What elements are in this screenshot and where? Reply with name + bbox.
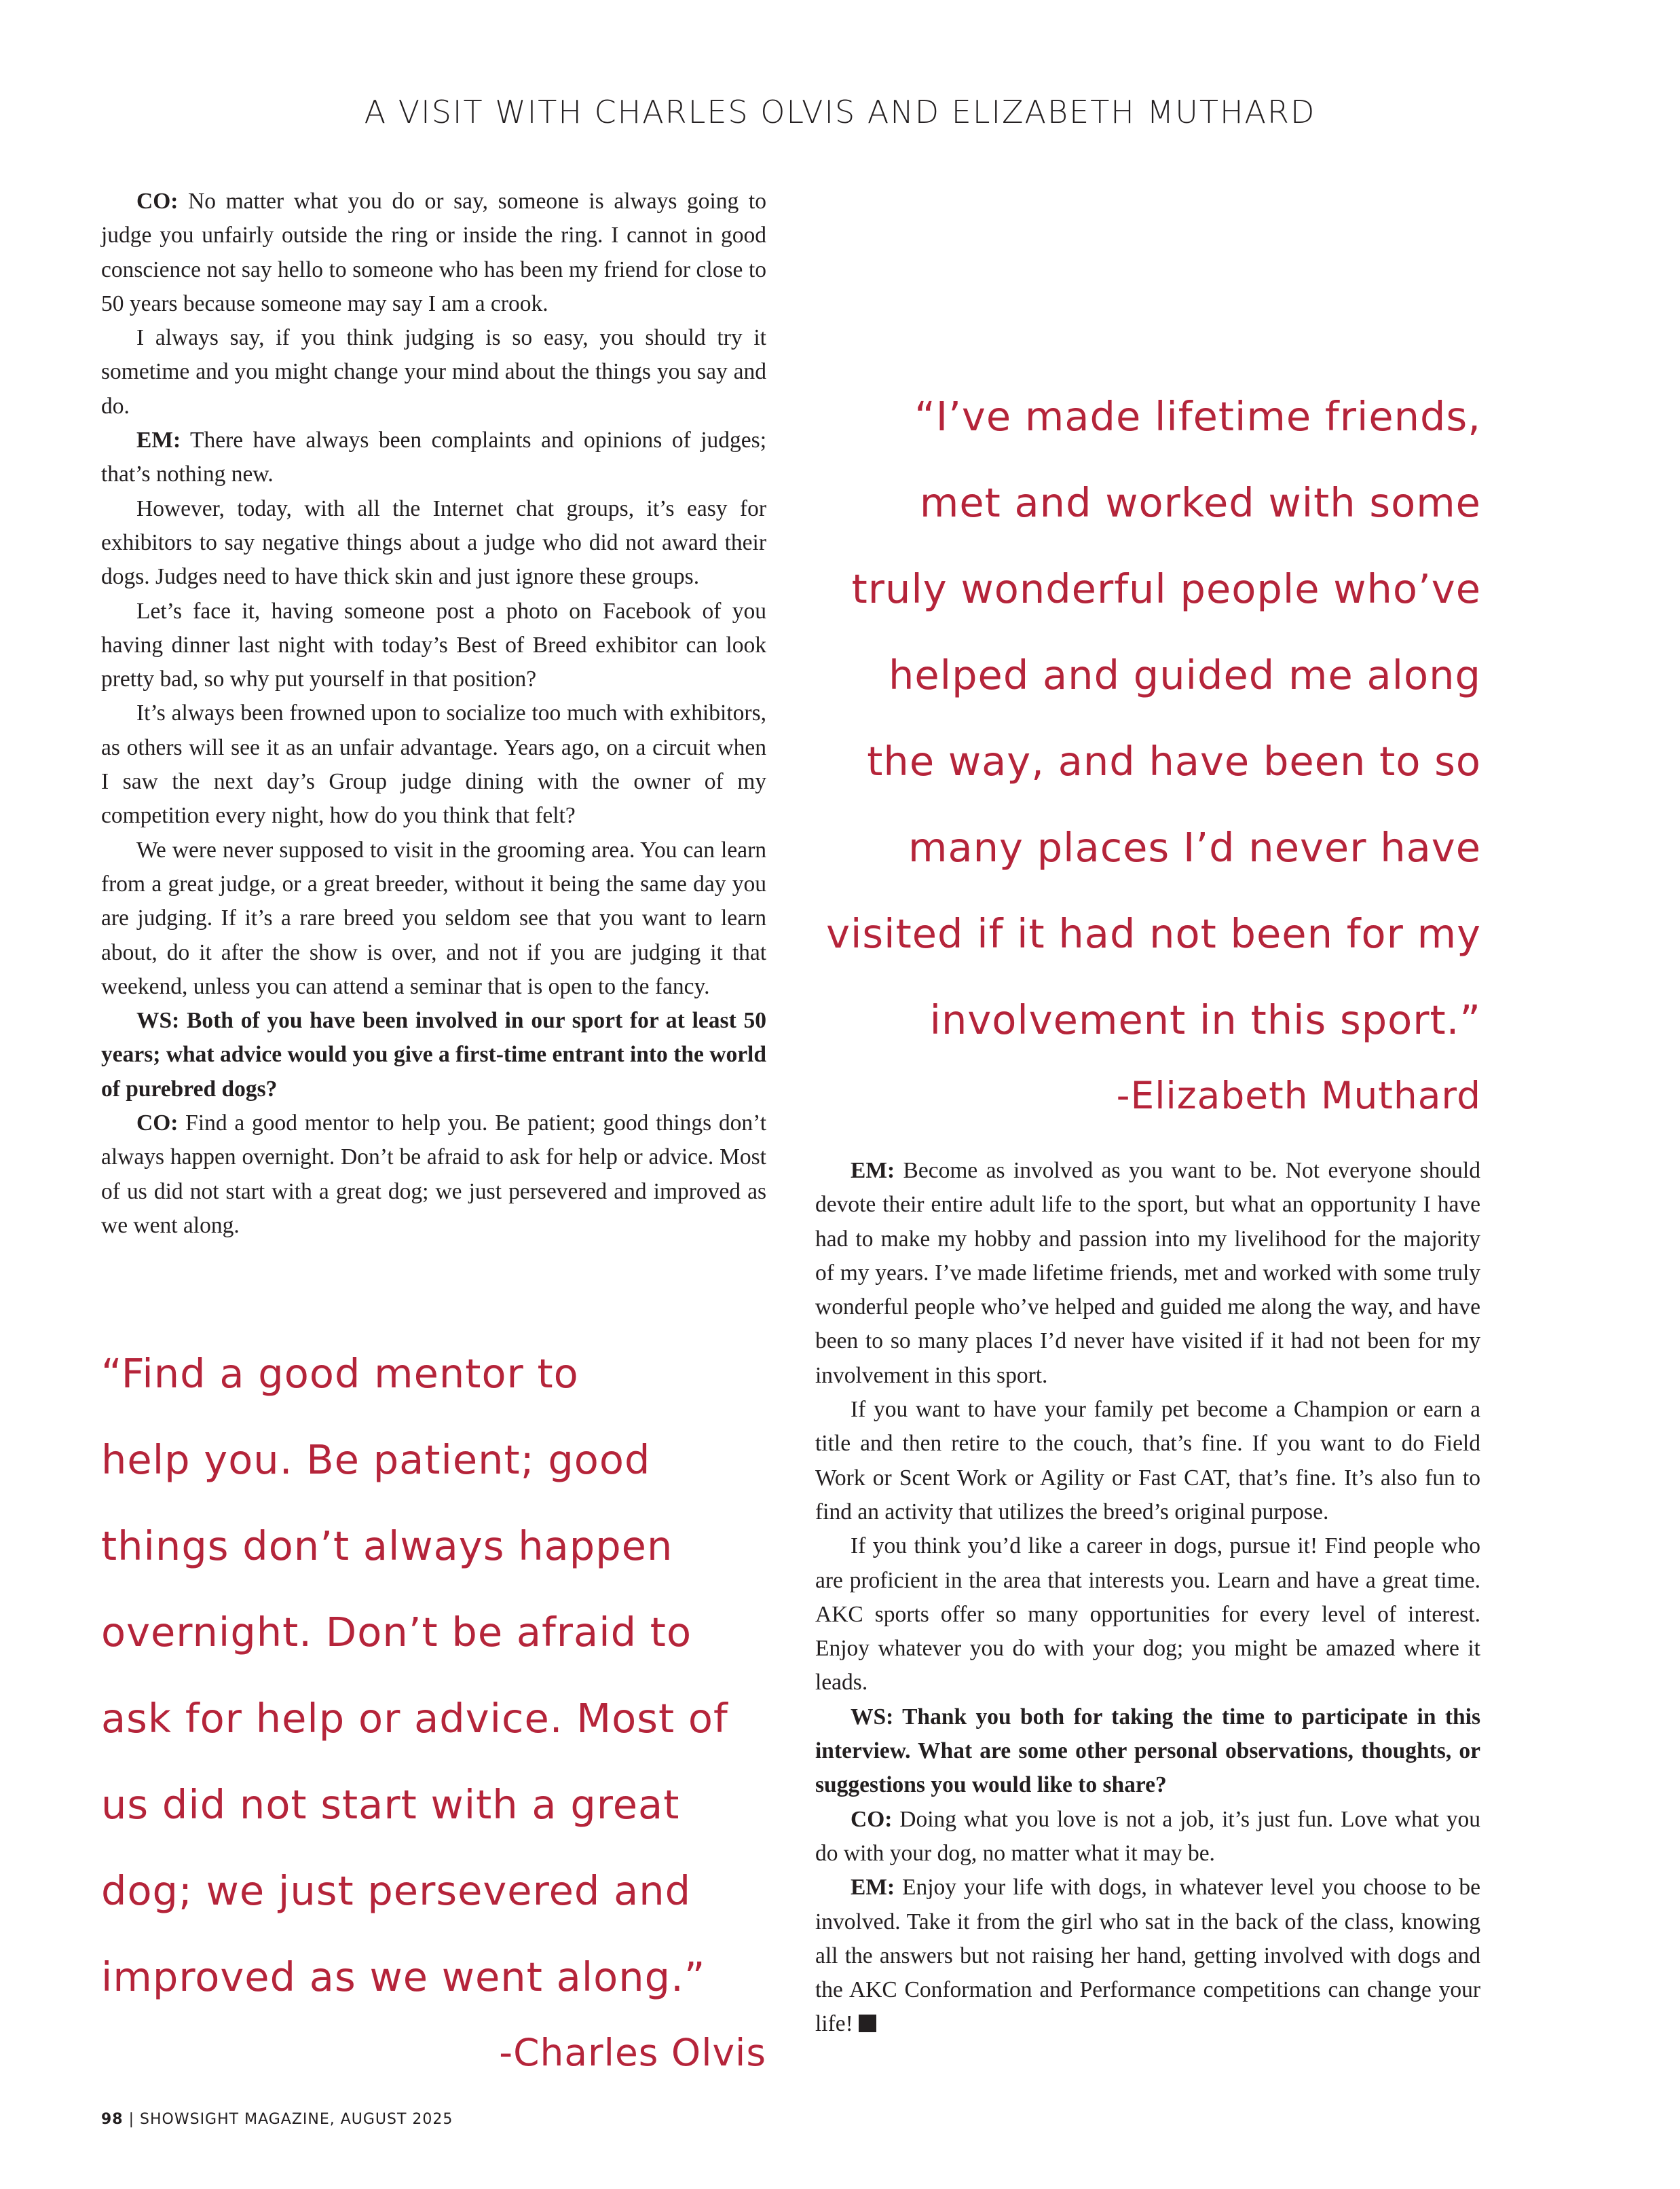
pull-quote-line: truly wonderful people who’ve bbox=[851, 565, 1481, 612]
pull-quote-line: dog; we just persevered and bbox=[101, 1867, 692, 1914]
pull-quote-line: helped and guided me along bbox=[888, 652, 1481, 698]
pull-quote-line: “I’ve made lifetime friends, bbox=[914, 393, 1481, 440]
speaker-label: EM: bbox=[136, 428, 181, 453]
paragraph-text: Become as involved as you want to be. Not everyone should devote their entire adult life to the sport, but what an opportunity I have had to make my hobby and passion into my livelihood for the majority of my years. I’ve made lifetime friends, met and worked with some truly wonderful people who’ve helped and guided me along the way, and have been to so many places I’d never have visited if it had not been for my involvement in this sport. bbox=[815, 1158, 1480, 1388]
paragraph-text: Let’s face it, having someone post a photo on Facebook of you having dinner last night with today’s Best of Breed exhibitor can look pretty bad, so why put yourself in that position? bbox=[101, 598, 766, 692]
page-header-title: A VISIT WITH CHARLES OLVIS AND ELIZABETH MUTHARD bbox=[364, 94, 1316, 130]
pull-quote-line: things don’t always happen bbox=[101, 1522, 673, 1569]
paragraph-text: Find a good mentor to help you. Be patient; good things don’t always happen overnight. Don’t be afraid to ask for help or advice. Most of us did not start with a great dog; we just persevered and improved as we went along. bbox=[101, 1110, 766, 1238]
pull-quote-charles-olvis bbox=[101, 1330, 787, 2080]
paragraph-text: There have always been complaints and opinions of judges; that’s nothing new. bbox=[101, 428, 766, 487]
paragraph-text: Enjoy your life with dogs, in whatever level you choose to be involved. Take it from the girl who sat in the back of the class, knowing all the answers but not raising her hand, getting involved with dogs and the AKC Conformation and Performance competitions can change your life! bbox=[815, 1875, 1480, 2037]
pull-quote-line: the way, and have been to so bbox=[867, 738, 1481, 785]
paragraph bbox=[815, 1871, 1480, 2041]
speaker-label: EM: bbox=[851, 1875, 895, 1901]
publication-name: SHOWSIGHT MAGAZINE, AUGUST 2025 bbox=[140, 2111, 453, 2128]
speaker-label: EM: bbox=[851, 1158, 895, 1183]
pull-quote-line: ask for help or advice. Most of bbox=[101, 1695, 728, 1742]
interview-question: WS: Both of you have been involved in our sport for at least 50 years; what advice would you give a first-time entrant into the world of purebred dogs? bbox=[101, 1008, 766, 1102]
pull-quote-line: help you. Be patient; good bbox=[101, 1436, 651, 1483]
paragraph bbox=[101, 834, 766, 1004]
pull-quote-line: involvement in this sport.” bbox=[929, 996, 1481, 1043]
pull-quote-line: met and worked with some bbox=[919, 479, 1481, 526]
page-footer bbox=[101, 2111, 453, 2128]
paragraph-text: If you want to have your family pet become a Champion or earn a title and then retire to the couch, that’s fine. If you want to do Field Work or Scent Work or Agility or Fast CAT, that’s fine. It’s also fun to find an activity that utilizes the breed’s original purpose. bbox=[815, 1397, 1480, 1524]
right-text-column bbox=[815, 1154, 1480, 2042]
pull-quote-attribution: -Charles Olvis bbox=[499, 2031, 766, 2074]
paragraph-text: It’s always been frowned upon to socialize too much with exhibitors, as others will see it as an unfair advantage. Years ago, on a circuit when I saw the next day’s Group judge dining with the owner of my competition every night, how do you think that felt? bbox=[101, 700, 766, 829]
paragraph bbox=[815, 1393, 1480, 1529]
paragraph-text: However, today, with all the Internet chat groups, it’s easy for exhibitors to say negative things about a judge who did not award their dogs. Judges need to have thick skin and just ignore these groups. bbox=[101, 495, 766, 590]
paragraph bbox=[101, 696, 766, 833]
paragraph bbox=[815, 1154, 1480, 1393]
speaker-label: CO: bbox=[136, 1110, 179, 1136]
paragraph bbox=[815, 1803, 1480, 1871]
pull-quote-attribution: -Elizabeth Muthard bbox=[1116, 1074, 1481, 1117]
paragraph bbox=[101, 321, 766, 424]
speaker-label: CO: bbox=[136, 189, 179, 214]
pull-quote-line: visited if it had not been for my bbox=[826, 910, 1481, 957]
paragraph-text: Doing what you love is not a job, it’s just fun. Love what you do with your dog, no matter what it may be. bbox=[815, 1806, 1480, 1866]
paragraph-text: No matter what you do or say, someone is always going to judge you unfairly outside the ring or inside the ring. I cannot in good conscience not say hello to someone who has been my friend for close to 50 years because someone may say I am a crook. bbox=[101, 189, 766, 316]
paragraph-text: If you think you’d like a career in dogs, pursue it! Find people who are proficient in the area that interests you. Learn and have a great time. AKC sports offer so many opportunities for every level of interest. Enjoy whatever you do with your dog; you might be amazed where it leads. bbox=[815, 1533, 1480, 1696]
end-of-article-square-icon bbox=[859, 2015, 876, 2032]
paragraph bbox=[101, 492, 766, 595]
pull-quote-line: overnight. Don’t be afraid to bbox=[101, 1609, 692, 1655]
page-number: 98 bbox=[101, 2111, 124, 2128]
pull-quote-line: us did not start with a great bbox=[101, 1781, 680, 1828]
paragraph bbox=[101, 424, 766, 492]
paragraph bbox=[101, 1106, 766, 1243]
interview-question: WS: Thank you both for taking the time to participate in this interview. What are some other personal observations, thoughts, or suggestions you would like to share? bbox=[815, 1704, 1480, 1798]
left-text-column bbox=[101, 185, 766, 1243]
paragraph bbox=[815, 1529, 1480, 1700]
pull-quote-line: improved as we went along.” bbox=[101, 1953, 706, 2000]
pull-quote-line: “Find a good mentor to bbox=[101, 1350, 579, 1397]
footer-separator: | bbox=[123, 2111, 141, 2128]
paragraph bbox=[101, 595, 766, 697]
paragraph-text: I always say, if you think judging is so easy, you should try it sometime and you might change your mind about the things you say and do. bbox=[101, 325, 766, 419]
pull-quote-line: many places I’d never have bbox=[908, 824, 1481, 871]
speaker-label: CO: bbox=[851, 1806, 893, 1832]
paragraph-text: We were never supposed to visit in the grooming area. You can learn from a great judge, or a great breeder, without it being the same day you are judging. If it’s a rare breed you seldom see that you want to learn about, do it after the show is over, and not if you are judging it that weekend, unless you can attend a seminar that is open to the fancy. bbox=[101, 837, 766, 999]
paragraph bbox=[101, 185, 766, 321]
pull-quote-elizabeth-muthard bbox=[801, 373, 1481, 1123]
